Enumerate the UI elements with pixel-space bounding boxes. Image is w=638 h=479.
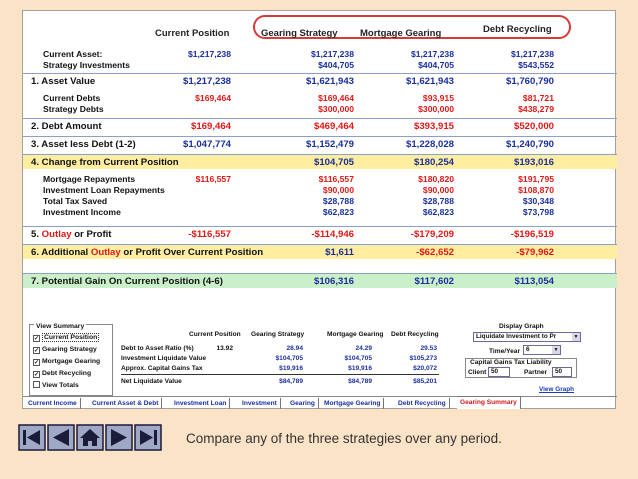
table-cell: $543,552 [518,60,554,70]
tab-current-income[interactable]: Current Income [25,398,81,409]
table-row [23,174,617,185]
time-year-input[interactable] [523,345,561,355]
first-slide-icon[interactable] [19,425,45,450]
table-cell: $438,279 [518,104,554,114]
view-summary-item[interactable] [33,357,100,367]
table-cell: $116,557 [195,174,231,184]
tab-gearing[interactable]: Gearing [287,398,319,409]
outlay-word: Outlay [90,247,121,258]
row-label: Total Tax Saved [43,196,108,206]
row-label: 7. Potential Gain On Current Position (4-6) [31,276,223,287]
partner-value: 50 [555,368,563,375]
table-cell: $469,464 [313,121,354,132]
table-cell: $520,000 [513,121,554,132]
summary-cell: 24.29 [355,345,372,352]
table-cell: $1,217,238 [310,49,354,59]
summary-header: Debt Recycling [391,331,439,338]
graph-type-value: Liquidate Investment to Pr [476,333,557,340]
summary-cell: 28.94 [286,345,303,352]
table-cell: $90,000 [422,185,454,195]
table-cell: $169,464 [190,121,231,132]
summary-header: Gearing Strategy [251,331,305,338]
row-label: Current Debts [43,93,101,103]
table-cell: $62,823 [422,207,454,217]
row-label: Strategy Debts [43,104,104,114]
table-cell: $1,621,943 [305,76,354,87]
table-cell: $81,721 [522,93,554,103]
partner-label: Partner [524,369,548,376]
summary-cell: 29.53 [420,345,437,352]
row-label: Mortgage Repayments [43,174,136,184]
previous-slide-icon[interactable] [48,425,74,450]
table-cell: $180,820 [418,174,454,184]
row-label: Investment Loan Repayments [43,185,165,195]
table-cell: $180,254 [413,157,454,168]
table-row [23,273,617,288]
checkbox-label: Current Position [44,334,98,341]
summary-cell: $84,789 [279,378,303,385]
table-cell: $108,870 [518,185,554,195]
checkbox[interactable]: ✓ [34,360,40,366]
summary-panel [29,324,609,396]
table-cell: $116,557 [318,174,354,184]
summary-row-label: Net Liquidate Value [121,378,182,385]
table-cell: $1,621,943 [405,76,454,87]
table-cell: $104,705 [313,157,354,168]
row-label: 4. Change from Current Position [31,157,179,168]
table-cell: -$79,962 [516,247,554,258]
table-cell: $191,795 [518,174,554,184]
table-cell: $404,705 [318,60,354,70]
summary-cell: 13.92 [216,345,233,352]
view-summary-item[interactable] [33,345,97,355]
summary-row-label: Investment Liquidate Value [121,355,207,362]
table-cell: $1,217,238 [410,49,454,59]
view-summary-item[interactable] [33,333,99,343]
client-value: 50 [491,368,499,375]
checkbox-label: Gearing Strategy [42,346,97,353]
table-row [23,226,617,241]
summary-header: Current Position [189,331,241,338]
summary-cell: $104,705 [344,355,372,362]
table-cell: $1,047,774 [182,139,231,150]
column-header-debt-recycling: Debt Recycling [483,24,552,35]
view-summary-group [29,324,113,396]
client-input[interactable] [488,367,510,377]
column-header-current: Current Position [155,28,230,39]
table-cell: $106,316 [313,276,354,287]
checkbox[interactable]: ✓ [34,348,40,354]
table-cell: $1,240,790 [505,139,554,150]
table-cell: $113,054 [514,276,554,287]
chevron-down-icon[interactable]: ▼ [573,334,579,340]
slide-caption: Compare any of the three strategies over any period. [186,431,502,446]
table-row [23,207,617,218]
checkbox[interactable] [33,381,40,388]
cgt-liability-group [465,358,577,378]
table-cell: $1,152,479 [305,139,354,150]
tab-debt-recycling[interactable]: Debt Recycling [395,398,450,409]
table-row [23,154,617,169]
row-label-part: 6. Additional [31,247,91,258]
tab-gearing-summary[interactable]: Gearing Summary [457,396,521,409]
table-row [23,244,617,259]
table-row [23,196,617,207]
summary-row-label: Approx. Capital Gains Tax [121,365,203,372]
column-header-gearing: Gearing Strategy [261,28,338,39]
time-year-label: Time/Year [489,348,521,355]
summary-divider [121,374,439,375]
last-slide-icon[interactable] [135,425,161,450]
table-row [23,118,617,133]
table-cell: $1,228,028 [405,139,454,150]
checkbox-label: Mortgage Gearing [42,358,101,365]
tab-investment[interactable]: Investment [239,398,281,409]
client-label: Client [468,369,487,376]
column-header-mortgage: Mortgage Gearing [360,28,442,39]
table-cell: $169,464 [195,93,231,103]
next-slide-icon[interactable] [106,425,132,450]
row-label [31,227,112,242]
table-cell: $1,217,238 [182,76,231,87]
row-label-part: or Profit Over Current Position [120,247,264,258]
table-cell: $1,611 [325,247,354,258]
summary-cell: $20,072 [413,365,437,372]
summary-header: Mortgage Gearing [327,331,384,338]
checkbox-label: Debt Recycling [42,370,92,377]
row-label: 2. Debt Amount [31,121,102,132]
table-cell: $300,000 [318,104,354,114]
summary-cell: $84,789 [348,378,372,385]
table-cell: $28,788 [422,196,454,206]
summary-cell: $105,273 [409,355,437,362]
view-summary-title: View Summary [36,323,85,330]
table-cell: $193,016 [513,157,554,168]
row-label: Investment Income [43,207,121,217]
view-summary-item[interactable] [33,381,79,391]
tab-investment-loan[interactable]: Investment Loan [171,398,230,409]
checkbox[interactable]: ✓ [34,372,40,378]
table-row [23,49,617,60]
table-cell: $28,788 [322,196,354,206]
table-cell: -$114,946 [311,229,354,240]
row-label-part: 5. [31,229,42,240]
summary-cell: $104,705 [275,355,303,362]
table-cell: -$196,519 [510,229,554,240]
table-cell: $300,000 [418,104,454,114]
display-graph-title: Display Graph [499,323,544,330]
summary-row-label: Debt to Asset Ratio (%) [121,345,194,352]
cgt-title: Capital Gains Tax Liability [470,359,552,366]
partner-input[interactable] [552,367,572,377]
navigation-buttons [18,424,168,451]
checkbox-label: View Totals [42,382,79,389]
table-row [23,104,617,115]
tab-current-asset-debt[interactable]: Current Asset & Debt [89,398,162,409]
table-row [23,60,617,71]
table-cell: $1,760,790 [505,76,554,87]
summary-cell: $19,916 [279,365,303,372]
table-row [23,185,617,196]
table-cell: $393,915 [413,121,454,132]
view-summary-item[interactable] [33,369,91,379]
checkbox[interactable]: ✓ [34,336,40,342]
summary-cell: $19,916 [348,365,372,372]
table-row [23,136,617,151]
table-cell: $169,464 [318,93,354,103]
table-cell: $73,798 [522,207,554,217]
row-label [31,245,263,260]
tab-bar [23,396,617,409]
table-cell: $93,915 [422,93,454,103]
table-cell: $30,348 [522,196,554,206]
outlay-word: Outlay [41,229,72,240]
row-label: 1. Asset Value [31,76,96,87]
home-icon[interactable] [77,425,103,450]
table-cell: $62,823 [322,207,354,217]
chevron-down-icon[interactable]: ▼ [553,347,559,353]
row-label: Strategy Investments [43,60,130,70]
table-cell: $1,217,238 [187,49,231,59]
table-cell: $117,602 [414,276,454,287]
table-row [23,93,617,104]
gearing-summary-window [22,10,616,409]
row-label: Current Asset: [43,49,103,59]
table-row [23,73,617,88]
graph-type-select[interactable] [473,332,581,342]
table-cell: -$179,209 [410,229,454,240]
display-graph-group [447,324,587,396]
table-cell: -$116,557 [188,229,231,240]
table-cell: $404,705 [418,60,454,70]
summary-cell: $85,201 [413,378,437,385]
table-cell: -$62,652 [416,247,454,258]
row-label-part: or Profit [71,229,112,240]
row-label: 3. Asset less Debt (1-2) [31,139,136,150]
tab-mortgage-gearing[interactable]: Mortgage Gearing [321,398,384,409]
table-cell: $90,000 [322,185,354,195]
table-cell: $1,217,238 [510,49,554,59]
time-year-value: 6 [526,346,530,353]
view-graph-link[interactable]: View Graph [539,386,575,393]
